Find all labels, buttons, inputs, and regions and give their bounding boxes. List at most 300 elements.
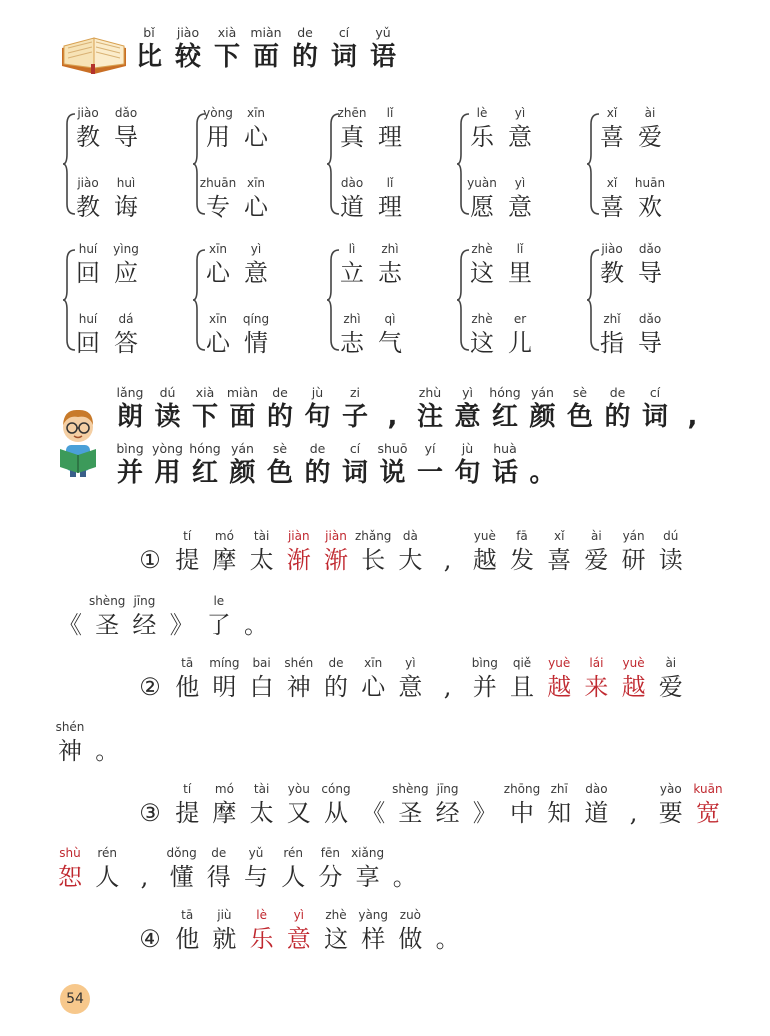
pinyin: jiù [217,908,232,922]
hanzi: 教 [76,123,100,151]
pinyin [428,654,468,672]
pinyin: yuè [622,656,645,670]
hanzi: 就 [212,925,237,953]
ruby-char [502,527,542,575]
ruby-char [185,440,225,488]
hanzi: 诲 [114,193,138,221]
pinyin: yì [462,385,473,400]
ruby-char [87,718,127,766]
ruby-char [50,844,90,892]
hanzi: 这 [470,329,494,357]
pinyin: rén [283,846,304,860]
ruby-char [332,174,372,222]
ruby-char [485,440,525,488]
hanzi: 渐 [286,546,311,574]
ruby-char [370,104,410,152]
pinyin: tài [253,529,270,543]
hanzi: 摩 [212,799,237,827]
ruby-char [539,780,579,828]
hanzi: 并 [116,458,143,488]
hanzi: 理 [378,193,402,221]
pinyin: mó [214,782,234,796]
hanzi: 里 [508,259,532,287]
ruby-char [130,654,170,702]
pinyin: de [272,385,288,400]
ruby-char [373,384,413,432]
hanzi: 中 [510,799,534,827]
pinyin [130,527,170,545]
ruby-char [348,844,388,892]
ruby-char [576,527,616,575]
ruby-char [576,780,616,828]
pinyin: bǐ [143,25,155,40]
pinyin: yǔ [375,25,391,40]
ruby-char [332,104,372,152]
ruby-char [630,240,670,288]
hanzi: , [443,673,452,701]
ruby-char [130,780,170,828]
hanzi: 句 [304,402,331,432]
ruby-char [465,780,505,828]
ruby-char [390,527,430,575]
pinyin: miàn [226,385,259,400]
ruby-char [68,104,108,152]
ruby-char [630,104,670,152]
pinyin [50,592,90,610]
ruby-char [110,440,150,488]
ruby-char [167,780,207,828]
ruby-char [353,654,393,702]
hanzi: 答 [114,329,138,357]
ruby-char [651,654,691,702]
ruby-char [614,654,654,702]
ruby-char [370,310,410,358]
pinyin: dǒng [166,846,197,860]
ruby-char [148,384,188,432]
pinyin: xǐ [553,529,565,543]
hanzi: 子 [341,402,368,432]
ruby-char [167,527,207,575]
hanzi: 的 [304,458,331,488]
hanzi: 提 [175,546,200,574]
hanzi: 又 [286,799,311,827]
pinyin [373,384,413,402]
ruby-char [236,310,276,358]
pinyin [353,780,393,798]
hanzi: 乐 [249,925,274,953]
hanzi: 神 [58,737,82,765]
pinyin: tā [181,908,194,922]
ruby-char [592,240,632,288]
pinyin: cóng [321,782,351,796]
pinyin: jiào [77,176,99,190]
pinyin: yàng [358,908,389,922]
hanzi: 一 [416,458,443,488]
hanzi: 词 [330,42,357,72]
pinyin: huān [634,176,666,190]
hanzi: 摩 [212,546,237,574]
ruby-char [106,240,146,288]
ruby-char [523,440,563,488]
hanzi: 样 [361,925,386,953]
pinyin: jiàn [325,529,347,543]
pinyin: jīng [133,594,156,608]
hanzi: 导 [638,329,662,357]
pinyin [130,780,170,798]
pinyin: zhè [325,908,347,922]
pinyin: xiǎng [351,846,385,860]
ruby-char [198,240,238,288]
ruby-char [560,384,600,432]
pinyin: yòng [203,106,233,120]
hanzi: 发 [510,546,534,574]
hanzi: 颜 [529,402,556,432]
hanzi: 意 [244,259,268,287]
pinyin: yòng [152,441,183,456]
hanzi: 的 [266,402,293,432]
pinyin: lǐ [386,176,394,190]
hanzi: 欢 [638,193,662,221]
pinyin: jiào [77,106,99,120]
pinyin: lǐ [516,242,524,256]
ruby-char [204,654,244,702]
pinyin: zhè [471,242,493,256]
pinyin: zhuān [199,176,237,190]
ruby-char [242,780,282,828]
pinyin: shuō [377,441,408,456]
pinyin: kuān [693,782,723,796]
ruby-char [502,654,542,702]
hanzi: 从 [324,799,348,827]
hanzi: , [629,799,638,827]
pinyin [130,654,170,672]
hanzi: , [387,402,398,432]
ruby-char [462,104,502,152]
hanzi: 《 [58,611,82,639]
hanzi: 宽 [696,799,720,827]
hanzi: 圣 [398,799,423,827]
ruby-char [198,310,238,358]
book-icon [58,32,130,74]
ruby-char [298,440,338,488]
pinyin: de [297,25,313,40]
pinyin: huí [78,312,98,326]
hanzi: 导 [638,259,662,287]
pinyin: yán [622,529,645,543]
ruby-char [462,174,502,222]
ruby-char [242,527,282,575]
hanzi: 的 [291,42,318,72]
hanzi: 。 [95,737,120,765]
ruby-char [68,310,108,358]
ruby-char [353,906,393,954]
pinyin: cí [649,385,661,400]
pinyin: dà [402,529,418,543]
hanzi: 教 [600,259,624,287]
hanzi: 他 [175,925,200,953]
hanzi: 白 [249,673,274,701]
hanzi: 。 [529,458,556,488]
ruby-char [502,780,542,828]
hanzi: 话 [491,458,518,488]
ruby-char [428,527,468,575]
ruby-char [236,104,276,152]
pinyin: xīn [246,176,266,190]
hanzi: 爱 [638,123,662,151]
pinyin: huà [493,441,517,456]
ruby-char [130,527,170,575]
hanzi: 分 [318,863,343,891]
ruby-char [630,174,670,222]
ruby-char [332,240,372,288]
hanzi: 面 [252,42,279,72]
hanzi: 读 [154,402,181,432]
pinyin: xīn [208,242,228,256]
pinyin [385,844,425,862]
hanzi: 。 [435,925,460,953]
hanzi: 教 [76,193,100,221]
hanzi: ② [139,673,161,701]
hanzi: 懂 [169,863,194,891]
pinyin: yuàn [467,176,497,190]
pinyin: dú [663,529,679,543]
ruby-char [390,654,430,702]
ruby-char [462,310,502,358]
hanzi: 人 [281,863,306,891]
pinyin: dǎo [114,106,138,120]
hanzi: 句 [454,458,481,488]
ruby-char [410,440,450,488]
hanzi: 与 [244,863,268,891]
ruby-char [236,844,276,892]
pinyin: dǎo [638,242,662,256]
pinyin [124,844,164,862]
ruby-char [523,384,563,432]
ruby-char [539,654,579,702]
ruby-char [370,174,410,222]
hanzi: 理 [378,123,402,151]
ruby-char [428,654,468,702]
hanzi: 他 [175,673,200,701]
ruby-char [390,780,430,828]
pinyin: de [609,385,626,400]
hanzi: 明 [212,673,237,701]
ruby-char [363,24,403,72]
pinyin: zhè [471,312,493,326]
hanzi: 了 [206,611,231,639]
pinyin: sè [272,441,288,456]
ruby-char [448,440,488,488]
hanzi: 这 [324,925,348,953]
hanzi: 下 [191,402,218,432]
pinyin: xīn [364,656,383,670]
hanzi: 心 [244,123,268,151]
pinyin: shén [284,656,314,670]
pinyin: xǐ [606,176,618,190]
hanzi: 应 [114,259,138,287]
ruby-char [148,440,188,488]
pinyin: lǐ [386,106,394,120]
hanzi: 经 [132,611,157,639]
pinyin: tí [183,782,192,796]
ruby-char [68,174,108,222]
ruby-char [162,844,202,892]
ruby-char [236,240,276,288]
ruby-char [428,780,468,828]
ruby-char [279,527,319,575]
ruby-char [630,310,670,358]
hanzi: 用 [206,123,230,151]
pinyin: dào [585,782,608,796]
ruby-char [260,440,300,488]
ruby-char [50,718,90,766]
pinyin: le [213,594,225,608]
hanzi: 喜 [547,546,572,574]
hanzi: 乐 [470,123,494,151]
ruby-char [110,384,150,432]
hanzi: 语 [369,42,396,72]
hanzi: 》 [169,611,194,639]
hanzi: 儿 [508,329,532,357]
hanzi: 人 [95,863,120,891]
ruby-char [199,844,239,892]
hanzi: ④ [139,925,161,953]
hanzi: 《 [361,799,386,827]
ruby-char [598,384,638,432]
ruby-char [310,844,350,892]
hanzi: 心 [206,329,230,357]
pinyin [673,384,713,402]
hanzi: 爱 [584,546,609,574]
hanzi: 志 [378,259,402,287]
hanzi: , [443,546,452,574]
pinyin: fēn [320,846,340,860]
hanzi: 回 [76,259,100,287]
hanzi: 意 [286,925,311,953]
pinyin: yì [293,908,305,922]
ruby-char [428,906,468,954]
ruby-char [688,780,728,828]
hanzi: 注 [416,402,443,432]
ruby-char [260,384,300,432]
ruby-char [410,384,450,432]
pinyin: yuè [473,529,496,543]
hanzi: 词 [641,402,668,432]
ruby-char [316,527,356,575]
pinyin: yì [514,106,526,120]
pinyin: zhōng [503,782,541,796]
ruby-char [332,310,372,358]
pinyin: huí [78,242,98,256]
hanzi: 朗 [116,402,143,432]
pinyin [428,527,468,545]
ruby-char [223,440,263,488]
pinyin [614,780,654,798]
pinyin: yìng [113,242,139,256]
ruby-char [335,384,375,432]
pinyin: zhī [550,782,568,796]
ruby-char [500,104,540,152]
pinyin: hóng [189,441,221,456]
pinyin: mó [214,529,234,543]
pinyin: huì [116,176,136,190]
ruby-char [635,384,675,432]
pinyin: jīng [436,782,459,796]
ruby-char [370,240,410,288]
pinyin [523,440,563,458]
pinyin: lè [476,106,488,120]
pinyin: yǔ [248,846,264,860]
pinyin: fā [516,529,528,543]
ruby-char [465,654,505,702]
hanzi: 指 [600,329,624,357]
ruby-char [106,174,146,222]
ruby-char [500,310,540,358]
ruby-char [592,104,632,152]
hanzi: 专 [206,193,230,221]
pinyin: tā [181,656,194,670]
ruby-char [242,906,282,954]
hanzi: 情 [244,329,268,357]
pinyin: xīn [246,106,266,120]
ruby-char [242,654,282,702]
ruby-char [106,104,146,152]
ruby-char [236,592,276,640]
hanzi: 越 [547,673,572,701]
pinyin: lì [348,242,356,256]
hanzi: 志 [340,329,364,357]
page-number: 54 [60,984,90,1014]
hanzi: 提 [175,799,200,827]
ruby-char [130,906,170,954]
hanzi: 立 [340,259,364,287]
hanzi: 圣 [95,611,120,639]
pinyin [465,780,505,798]
pinyin: zhù [418,385,442,400]
pinyin: er [513,312,527,326]
boy-reading-icon [56,405,100,477]
hanzi: 大 [398,546,423,574]
hanzi: 道 [584,799,609,827]
hanzi: ③ [139,799,161,827]
ruby-char [485,384,525,432]
ruby-char [50,592,90,640]
hanzi: 爱 [658,673,683,701]
ruby-char [87,844,127,892]
ruby-char [207,24,247,72]
hanzi: 红 [191,458,218,488]
hanzi: 意 [508,193,532,221]
ruby-char [316,906,356,954]
hanzi: 且 [510,673,534,701]
hanzi: 越 [472,546,497,574]
pinyin: tí [183,529,192,543]
pinyin: dào [340,176,364,190]
ruby-char [390,906,430,954]
hanzi: 。 [392,863,417,891]
pinyin: zhǐ [603,312,621,326]
hanzi: 意 [398,673,423,701]
ruby-char [204,906,244,954]
ruby-char [592,310,632,358]
pinyin: zuò [399,908,422,922]
pinyin: qì [384,312,396,326]
hanzi: 说 [379,458,406,488]
hanzi: 读 [658,546,683,574]
pinyin: zhì [343,312,361,326]
pinyin: xǐ [606,106,618,120]
hanzi: 真 [340,123,364,151]
